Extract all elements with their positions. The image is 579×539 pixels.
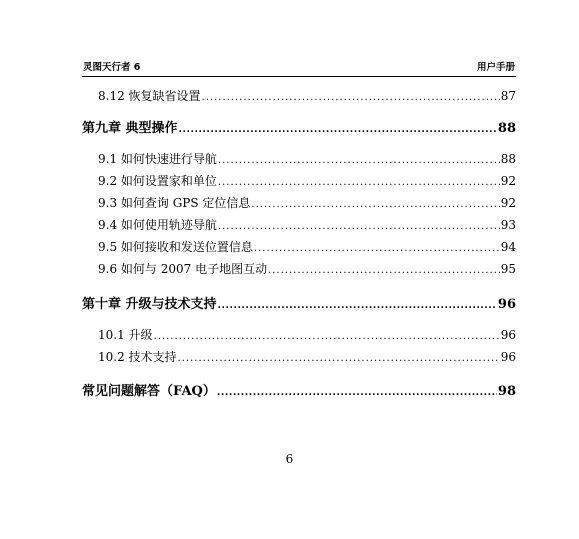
running-header <box>82 62 516 77</box>
toc-entry-10-1[interactable] <box>98 326 516 344</box>
toc-entry-label: 10.2 技术支持 <box>98 350 177 364</box>
toc-chapter-page: 88 <box>497 121 516 136</box>
header-product-title: 灵图天行者 6 <box>83 62 141 73</box>
dot-leader <box>218 155 500 166</box>
dot-leader <box>179 124 497 135</box>
toc-entry-page: 96 <box>500 350 516 364</box>
toc-entry-9-3[interactable] <box>98 194 516 212</box>
toc-entry-9-4[interactable] <box>98 216 516 234</box>
toc-chapter-label: 第九章 典型操作 <box>82 121 178 136</box>
dot-leader <box>268 265 500 276</box>
toc-entry-label: 8.12 恢复缺省设置 <box>98 89 201 103</box>
toc-entry-9-6[interactable] <box>98 260 516 278</box>
toc-entry-8-12[interactable] <box>98 87 516 105</box>
toc-entry-page: 95 <box>500 262 516 276</box>
toc-entry-label: 9.6 如何与 2007 电子地图互动 <box>98 262 268 276</box>
toc-entry-page: 92 <box>500 196 516 210</box>
dot-leader <box>202 92 500 103</box>
toc-entry-9-5[interactable] <box>98 238 516 256</box>
toc-entry-9-2[interactable] <box>98 172 516 190</box>
header-manual-label: 用户手册 <box>476 62 515 73</box>
toc-entry-10-2[interactable] <box>98 348 516 366</box>
toc-entry-page: 93 <box>500 218 516 232</box>
dot-leader <box>218 177 500 188</box>
dot-leader <box>178 353 500 364</box>
dot-leader <box>254 243 500 254</box>
page-number: 6 <box>285 452 294 466</box>
toc-chapter-label: 第十章 升级与技术支持 <box>82 297 217 312</box>
toc-chapter-faq[interactable] <box>82 380 516 398</box>
dot-leader <box>218 300 497 311</box>
toc-chapter-9[interactable] <box>82 117 516 135</box>
toc-chapter-page: 98 <box>497 384 516 399</box>
toc-entry-label: 9.1 如何快速进行导航 <box>98 152 217 166</box>
toc-entry-page: 94 <box>500 240 516 254</box>
toc-entry-9-1[interactable] <box>98 150 516 168</box>
dot-leader <box>217 387 497 398</box>
toc-entry-label: 9.4 如何使用轨迹导航 <box>98 218 217 232</box>
toc-entry-label: 9.3 如何查询 GPS 定位信息 <box>98 196 251 210</box>
toc-entry-label: 9.5 如何接收和发送位置信息 <box>98 240 253 254</box>
toc-chapter-label: 常见问题解答（FAQ） <box>82 384 216 399</box>
toc-entry-label: 10.1 升级 <box>98 328 153 342</box>
dot-leader <box>251 199 499 210</box>
toc-entry-label: 9.2 如何设置家和单位 <box>98 174 217 188</box>
toc-chapter-page: 96 <box>497 297 516 312</box>
toc-chapter-10[interactable] <box>82 293 516 311</box>
toc-entry-page: 87 <box>500 89 516 103</box>
dot-leader <box>218 221 500 232</box>
dot-leader <box>154 331 500 342</box>
toc-entry-page: 96 <box>500 328 516 342</box>
toc-entry-page: 88 <box>500 152 516 166</box>
toc-entry-page: 92 <box>500 174 516 188</box>
